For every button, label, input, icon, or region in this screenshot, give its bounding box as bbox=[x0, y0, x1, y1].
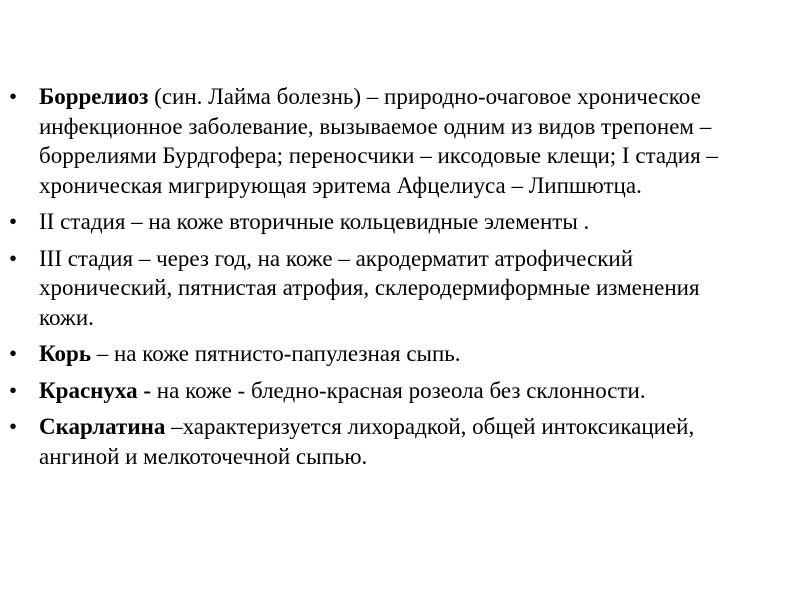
term-scarlet-fever: Скарлатина bbox=[39, 414, 166, 439]
bullet-icon: • bbox=[9, 341, 18, 366]
bullet-icon: • bbox=[9, 377, 18, 403]
bullet-icon: • bbox=[9, 84, 18, 109]
term-measles: Корь bbox=[39, 341, 91, 366]
description-stage-2: II стадия – на коже вторичные кольцевидные элементы . bbox=[39, 209, 590, 234]
bullet-icon: • bbox=[9, 414, 18, 439]
bullet-icon: • bbox=[9, 209, 18, 234]
description-measles: – на коже пятнисто-папулезная сыпь. bbox=[91, 341, 461, 366]
list-item-stage-3 bbox=[0, 244, 760, 333]
list-item-rubella bbox=[0, 376, 760, 406]
term-borreliosis: Боррелиоз bbox=[39, 84, 149, 109]
description-scarlet-fever: –характеризуется лихорадкой, общей интоксикацией, ангиной и мелкоточечной сыпью. bbox=[39, 414, 695, 469]
list-item-measles bbox=[0, 339, 760, 369]
bullet-list bbox=[0, 82, 760, 478]
list-item-scarlet-fever bbox=[0, 412, 760, 471]
description-stage-3: III стадия – через год, на коже – акродерматит атрофический хронический, пятнистая атрофия, склеродермиформные изменения кожи. bbox=[39, 245, 700, 330]
description-borreliosis: (син. Лайма болезнь) – природно-очаговое хроническое инфекционное заболевание, вызываемое одним из видов трепонем – боррелиями Бурдгофера; переносчики – иксодовые клещи; I стадия –хроническая мигрирующая эритема Афцелиуса – Липшютца. bbox=[39, 84, 718, 198]
term-rubella: Краснуха - bbox=[39, 377, 152, 403]
list-item-stage-2 bbox=[0, 207, 760, 237]
description-rubella: на коже - бледно-красная розеола без склонности. bbox=[151, 377, 646, 403]
list-item-borreliosis bbox=[0, 82, 760, 200]
bullet-icon: • bbox=[9, 245, 18, 271]
